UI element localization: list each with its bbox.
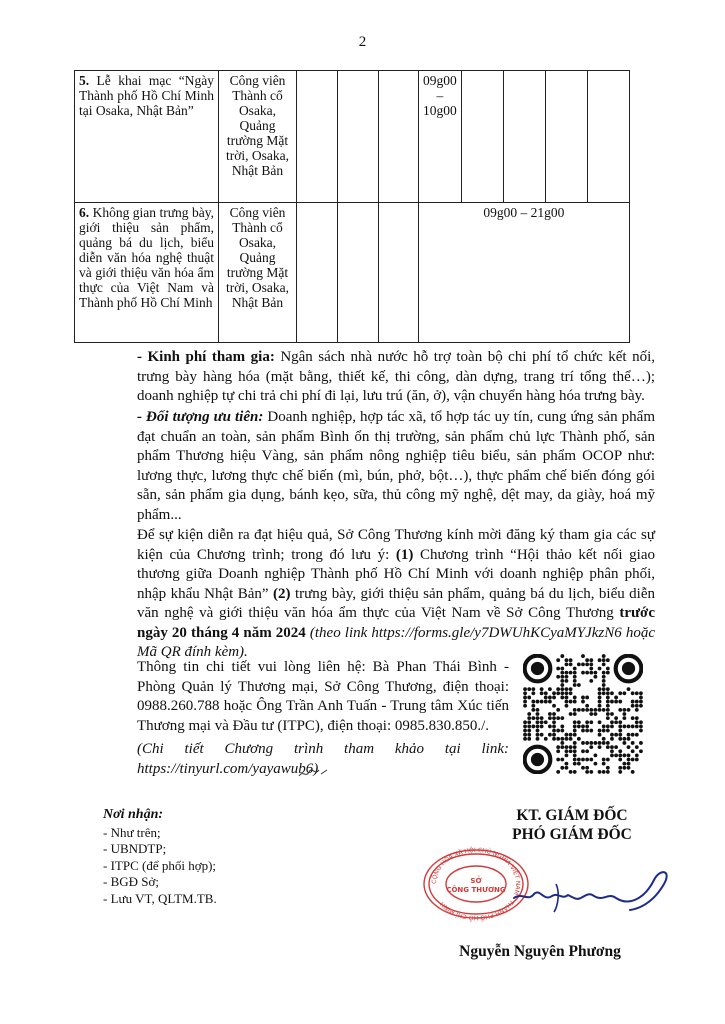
priority-label: - Đối tượng ưu tiên: [137, 409, 264, 425]
invitation-text: Chương trình “Hội thảo kết nối giao thương giữa Doanh nghiệp Thành phố Hồ Chí Minh với doanh nghiệp phân phối, nhập khẩu Nhật Bản” [137, 546, 655, 602]
priority-text: Doanh nghiệp, hợp tác xã, tổ hợp tác uy tín, cung ứng sản phẩm đạt chuẩn an toàn, sản phẩm Bình ổn thị trường, sản phẩm chủ lực Thành phố, sản phẩm Thương hiệu Vàng, sản phẩm nông nghiệp tiêu biểu, sản phẩm OCOP như: lương thực, lương thực chế biến (mì, bún, phở, bột…), thực phẩm chế biến đóng gói sẵn, sản phẩm gia dụng, bánh kẹo, sữa, thủ công mỹ nghệ, dệt may, da giày, hoá mỹ phẩm... [137, 409, 655, 523]
signer-title [462, 806, 682, 844]
item-1-marker: (1) [395, 546, 414, 563]
activity-cell [75, 71, 219, 203]
recipient-item: - ITPC (để phối hợp); [103, 857, 217, 873]
activity-text: Lễ khai mạc “Ngày Thành phố Hồ Chí Minh tại Osaka, Nhật Bản” [79, 73, 214, 118]
time-range-cell: 09g00 – 21g00 [419, 203, 630, 343]
contact-paragraph [105, 658, 509, 736]
venue-cell: Công viên Thành cổ Osaka, Quảng trường Mặt trời, Osaka, Nhật Bản [219, 71, 297, 203]
schedule-table [74, 70, 630, 343]
row-number: 6. [79, 205, 90, 220]
signer-name: Nguyễn Nguyên Phương [459, 943, 621, 960]
activity-text: Không gian trưng bày, giới thiệu sản phẩm, quảng bá du lịch, biểu diễn văn hóa nghệ thuật và giới thiệu văn hóa ẩm thực của Việt Nam và Thành phố Hồ Chí Minh [79, 205, 214, 310]
deadline: trước ngày 20 tháng 4 năm 2024 [137, 605, 655, 641]
table-row [75, 203, 630, 343]
signer-title-line2: PHÓ GIÁM ĐỐC [512, 826, 632, 843]
qr-code[interactable] [523, 654, 643, 774]
activity-cell [75, 203, 219, 343]
seal-text-2: CÔNG THƯƠNG [446, 886, 506, 894]
form-link-note: (theo link https://forms.gle/y7DWUhKCyaMYJkzN6 hoặc Mã QR đính kèm). [137, 624, 656, 660]
recipients-heading: Nơi nhận: [103, 807, 164, 822]
empty-cell [297, 203, 338, 343]
invitation-text: Để sự kiện diễn ra đạt hiệu quả, Sở Công Thương kính mời đăng ký tham gia các sự kiện của Chương trình; trong đó lưu ý: [137, 527, 655, 563]
table-row [75, 71, 630, 203]
empty-cell [545, 71, 587, 203]
empty-cell [587, 71, 629, 203]
recipient-item: - UBNDTP; [103, 841, 167, 856]
empty-cell [338, 71, 379, 203]
invitation-text: trưng bày, giới thiệu sản phẩm, quảng bá du lịch, biểu diễn văn nghệ và giới thiệu văn hóa ẩm thực của Việt Nam về Sở Công Thương [137, 585, 655, 621]
seal-ring-text: CỘNG HÒA XÃ HỘI CHỦ NGHĨA VIỆT NAM · THÀNH PHỐ HỒ CHÍ MINH [430, 846, 522, 922]
recipients-block [103, 807, 217, 907]
funding-label: - Kinh phí tham gia: [137, 349, 275, 365]
funding-paragraph [105, 348, 655, 407]
funding-text: Ngân sách nhà nước hỗ trợ toàn bộ chi phí tổ chức kết nối, trưng bày hàng hóa (mặt bằng, thiết kế, thi công, dàn dựng, trang trí tổng thể…); doanh nghiệp tự chi trả chi phí đi lại, lưu trú (ăn, ở), vận chuyển hàng hóa trưng bày. [137, 349, 655, 404]
handwritten-mark [297, 764, 331, 780]
details-note-text: (Chi tiết Chương trình tham khảo tại link: https://tinyurl.com/yayawub6) [137, 741, 509, 777]
signature [504, 862, 684, 922]
time-cell [419, 71, 462, 203]
empty-cell [379, 71, 419, 203]
page-number: 2 [358, 34, 367, 50]
contact-text: Thông tin chi tiết vui lòng liên hệ: Bà Phan Thái Bình - Phòng Quản lý Thương mại, Sở Công Thương, điện thoại: 0988.260.788 hoặc Ông Trần Anh Tuấn - Trung tâm Xúc tiến Thương mại và Đầu tư (ITPC), điện thoại: 0985.830.850./. [137, 659, 509, 734]
item-2-marker: (2) [273, 585, 291, 602]
signer-title-line1: KT. GIÁM ĐỐC [516, 807, 628, 824]
empty-cell [503, 71, 545, 203]
recipient-item: - Lưu VT, QLTM.TB. [103, 890, 217, 906]
venue-cell: Công viên Thành cổ Osaka, Quảng trường Mặt trời, Osaka, Nhật Bản [219, 203, 297, 343]
recipient-item: - BGĐ Sở; [103, 874, 159, 889]
invitation-paragraph [105, 526, 655, 663]
empty-cell [297, 71, 338, 203]
row-number: 5. [79, 73, 90, 88]
recipient-item: - Như trên; [103, 824, 161, 840]
empty-cell [338, 203, 379, 343]
seal-text-1: SỞ [470, 877, 482, 885]
time-start: 09g00 [423, 73, 457, 88]
empty-cell [379, 203, 419, 343]
time-separator: – [436, 88, 444, 103]
empty-cell [461, 71, 503, 203]
priority-paragraph [105, 408, 655, 525]
time-end: 10g00 [423, 103, 457, 118]
